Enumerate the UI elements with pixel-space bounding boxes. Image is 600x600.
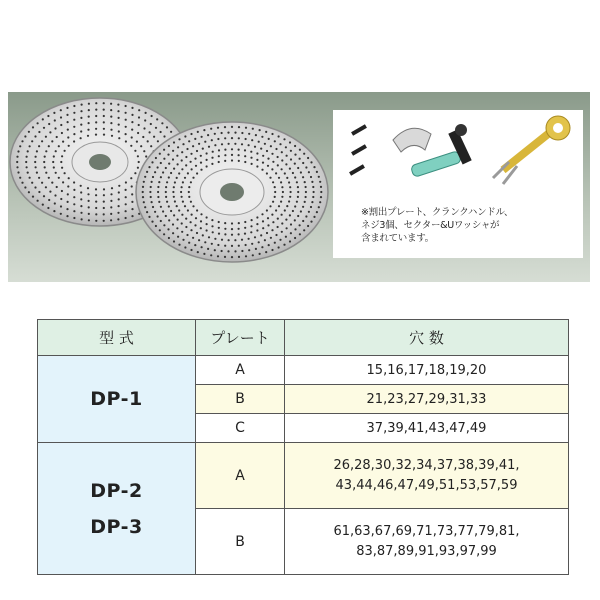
header-holes: 穴 数 [285,320,569,356]
header-model: 型 式 [38,320,196,356]
table-row [38,443,569,509]
holes-cell: 37,39,41,43,47,49 [285,414,569,443]
header-plate: プレート [196,320,285,356]
holes-cell [285,443,569,509]
plate-cell: C [196,414,285,443]
plate-cell: A [196,443,285,509]
plate-cell: B [196,509,285,575]
model-name: DP-1 [90,388,143,410]
table-header-row [38,320,569,356]
holes-line: 83,87,89,91,93,97,99 [356,543,497,559]
table-row [38,356,569,385]
u-washer-icon [493,116,570,184]
plate-cell: A [196,356,285,385]
screw-icons [349,124,367,175]
plate-cell: B [196,385,285,414]
sector-icon [393,128,431,152]
holes-cell [285,509,569,575]
model-cell [38,356,196,443]
accessory-parts-image [333,110,583,205]
model-name: DP-3 [90,515,143,538]
holes-cell: 15,16,17,18,19,20 [285,356,569,385]
holes-line: 61,63,67,69,71,73,77,79,81, [333,523,520,539]
holes-cell: 21,23,27,29,31,33 [285,385,569,414]
spec-table [37,319,569,575]
accessory-note: ※割出プレート、クランクハンドル、 ネジ3個、セクター&Uワッシャが 含まれています。 [361,207,514,244]
holes-line: 26,28,30,32,34,37,38,39,41, [333,457,520,473]
model-name: DP-2 [90,479,143,502]
dividing-plate-front [136,122,328,262]
model-cell [38,443,196,575]
holes-line: 43,44,46,47,49,51,53,57,59 [335,477,518,493]
accessories-panel [333,110,583,258]
